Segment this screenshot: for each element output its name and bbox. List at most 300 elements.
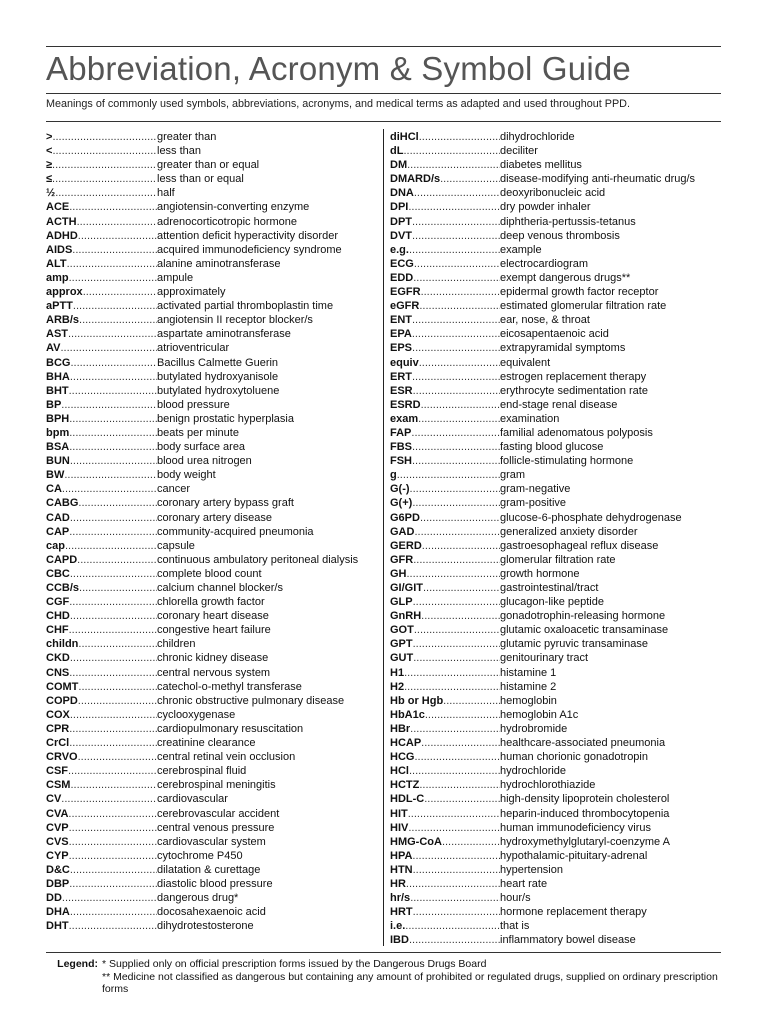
glossary-term: CRVO	[46, 751, 78, 764]
glossary-entry	[46, 835, 376, 849]
glossary-meaning: gastroesophageal reflux disease	[500, 539, 659, 552]
glossary-entry	[390, 186, 725, 200]
glossary-meaning: extrapyramidal symptoms	[500, 342, 626, 355]
dot-leader	[421, 609, 500, 623]
glossary-entry	[390, 356, 725, 370]
glossary-meaning: blood urea nitrogen	[157, 455, 252, 468]
glossary-term: FSH	[390, 455, 412, 468]
glossary-meaning: half	[157, 187, 175, 200]
dot-leader	[69, 666, 157, 680]
glossary-term: BCG	[46, 356, 71, 369]
glossary-entry	[390, 370, 725, 384]
dot-leader	[78, 496, 157, 510]
glossary-meaning: electrocardiogram	[500, 257, 589, 270]
page-subtitle: Meanings of commonly used symbols, abbreviations, acronyms, and medical terms as adapted and used throughout PPD.	[46, 98, 630, 110]
glossary-term: CAD	[46, 511, 70, 524]
dot-leader	[69, 736, 157, 750]
glossary-meaning: estimated glomerular filtration rate	[500, 300, 667, 313]
glossary-meaning: ear, nose, & throat	[500, 314, 590, 327]
legend-rule	[46, 952, 721, 953]
glossary-entry	[46, 454, 376, 468]
glossary-meaning: creatinine clearance	[157, 737, 256, 750]
glossary-meaning: deoxyribonucleic acid	[500, 187, 606, 200]
dot-leader	[78, 750, 157, 764]
glossary-term: HR	[390, 877, 406, 890]
glossary-term: HTN	[390, 863, 413, 876]
legend-label: Legend:	[57, 958, 98, 970]
dot-leader	[409, 764, 500, 778]
glossary-entry	[46, 285, 376, 299]
glossary-term: EGFR	[390, 286, 421, 299]
glossary-meaning: glutamic oxaloacetic transaminase	[500, 624, 669, 637]
glossary-term: CGF	[46, 596, 70, 609]
glossary-meaning: body weight	[157, 469, 216, 482]
glossary-term: HCG	[390, 751, 415, 764]
glossary-term: AV	[46, 342, 61, 355]
glossary-entry	[390, 933, 725, 947]
glossary-meaning: blood pressure	[157, 398, 230, 411]
glossary-meaning: cardiovascular system	[157, 835, 266, 848]
glossary-entry	[390, 468, 725, 482]
glossary-term: childn	[46, 638, 79, 651]
dot-leader	[69, 200, 157, 214]
glossary-entry	[46, 792, 376, 806]
glossary-term: DVT	[390, 229, 412, 242]
dot-leader	[407, 567, 501, 581]
glossary-entry	[390, 919, 725, 933]
glossary-entry	[390, 257, 725, 271]
dot-leader	[68, 807, 157, 821]
glossary-meaning: glucagon-like peptide	[500, 596, 604, 609]
glossary-term: AST	[46, 328, 68, 341]
dot-leader	[70, 609, 157, 623]
glossary-term: dL	[390, 145, 404, 158]
glossary-entry	[46, 567, 376, 581]
glossary-term: GPT	[390, 638, 413, 651]
glossary-entry	[46, 849, 376, 863]
glossary-entry	[390, 299, 725, 313]
glossary-term: ARB/s	[46, 314, 80, 327]
glossary-term: G(-)	[390, 483, 410, 496]
glossary-term: ADHD	[46, 229, 78, 242]
glossary-entry	[390, 200, 725, 214]
glossary-meaning: cerebrospinal meningitis	[157, 779, 276, 792]
glossary-term: ACE	[46, 201, 70, 214]
glossary-term: CSF	[46, 765, 68, 778]
glossary-meaning: catechol-o-methyl transferase	[157, 680, 302, 693]
glossary-term: CAPD	[46, 553, 78, 566]
glossary-term: diHCl	[390, 131, 419, 143]
glossary-entry	[46, 482, 376, 496]
dot-leader	[413, 637, 500, 651]
glossary-meaning: less than	[157, 145, 202, 158]
glossary-entry	[390, 553, 725, 567]
glossary-entry	[390, 271, 725, 285]
glossary-entry	[390, 595, 725, 609]
glossary-entry	[46, 271, 376, 285]
dot-leader	[70, 651, 157, 665]
glossary-entry	[46, 736, 376, 750]
glossary-entry	[46, 708, 376, 722]
glossary-entry	[390, 905, 725, 919]
glossary-term: approx	[46, 286, 83, 299]
glossary-entry	[390, 651, 725, 665]
dot-leader	[404, 666, 500, 680]
dot-leader	[69, 595, 157, 609]
glossary-term: exam	[390, 412, 419, 425]
glossary-meaning: body surface area	[157, 441, 246, 454]
glossary-meaning: cerebrospinal fluid	[157, 765, 247, 778]
glossary-term: G(+)	[390, 497, 413, 510]
dot-leader	[52, 144, 157, 158]
glossary-meaning: chronic kidney disease	[157, 652, 269, 665]
dot-leader	[412, 215, 500, 229]
glossary-entry	[46, 623, 376, 637]
glossary-entry	[390, 313, 725, 327]
glossary-entry	[390, 637, 725, 651]
dot-leader	[408, 807, 500, 821]
dot-leader	[418, 412, 500, 426]
dot-leader	[60, 341, 157, 355]
glossary-meaning: disease-modifying anti-rheumatic drug/s	[500, 173, 696, 186]
dot-leader	[61, 398, 157, 412]
glossary-term: CVA	[46, 807, 69, 820]
glossary-entry	[46, 229, 376, 243]
dot-leader	[70, 454, 157, 468]
glossary-meaning: Bacillus Calmette Guerin	[157, 356, 279, 369]
glossary-entry	[46, 595, 376, 609]
glossary-column-right	[390, 130, 725, 947]
dot-leader	[421, 736, 500, 750]
glossary-entry	[46, 637, 376, 651]
glossary-term: i.e.	[390, 920, 406, 933]
glossary-term: ESR	[390, 384, 413, 397]
glossary-entry	[390, 863, 725, 877]
glossary-term: >	[46, 131, 53, 143]
glossary-column-left	[46, 130, 376, 933]
glossary-meaning: human immunodeficiency virus	[500, 821, 652, 834]
dot-leader	[410, 482, 500, 496]
glossary-meaning: that is	[500, 920, 530, 933]
glossary-meaning: cancer	[157, 483, 191, 496]
glossary-entry	[46, 384, 376, 398]
glossary-entry	[46, 609, 376, 623]
dot-leader	[55, 186, 157, 200]
dot-leader	[422, 539, 500, 553]
dot-leader	[52, 158, 157, 172]
glossary-meaning: glomerular filtration rate	[500, 553, 616, 566]
glossary-term: CHD	[46, 610, 70, 623]
glossary-meaning: hypothalamic-pituitary-adrenal	[500, 849, 648, 862]
dot-leader	[397, 468, 500, 482]
glossary-entry	[46, 398, 376, 412]
glossary-entry	[46, 496, 376, 510]
glossary-entry	[390, 384, 725, 398]
glossary-term: HIV	[390, 821, 409, 834]
glossary-term: DHA	[46, 906, 70, 919]
glossary-term: CVS	[46, 835, 69, 848]
glossary-meaning: coronary heart disease	[157, 610, 269, 623]
glossary-term: ERT	[390, 370, 412, 383]
glossary-meaning: adrenocorticotropic hormone	[157, 215, 298, 228]
glossary-meaning: cytochrome P450	[157, 849, 243, 862]
dot-leader	[414, 257, 500, 271]
glossary-entry	[390, 158, 725, 172]
dot-leader	[414, 623, 500, 637]
glossary-meaning: butylated hydroxytoluene	[157, 384, 280, 397]
dot-leader	[62, 891, 157, 905]
glossary-entry	[390, 666, 725, 680]
glossary-meaning: dihydrochloride	[500, 131, 575, 143]
glossary-entry	[390, 496, 725, 510]
dot-leader	[423, 581, 500, 595]
dot-leader	[419, 356, 500, 370]
glossary-term: GH	[390, 567, 407, 580]
glossary-term: D&C	[46, 863, 70, 876]
glossary-meaning: human chorionic gonadotropin	[500, 751, 648, 764]
glossary-meaning: diabetes mellitus	[500, 159, 582, 172]
top-rule	[46, 46, 721, 47]
glossary-meaning: glutamic pyruvic transaminase	[500, 638, 648, 651]
glossary-entry	[46, 370, 376, 384]
dot-leader	[410, 891, 500, 905]
glossary-entry	[390, 609, 725, 623]
glossary-entry	[390, 398, 725, 412]
glossary-term: DMARD/s	[390, 173, 441, 186]
glossary-meaning: glucose-6-phosphate dehydrogenase	[500, 511, 682, 524]
dot-leader	[413, 595, 500, 609]
legend-note-double-asterisk: ** Medicine not classified as dangerous but containing any amount of prohibited or regulated drugs, supplied on ordinary prescription forms	[102, 970, 718, 995]
glossary-meaning: approximately	[157, 286, 226, 299]
glossary-entry	[390, 708, 725, 722]
glossary-entry	[46, 905, 376, 919]
glossary-meaning: calcium channel blocker/s	[157, 582, 283, 594]
dot-leader	[403, 144, 500, 158]
dot-leader	[69, 835, 157, 849]
glossary-term: HIT	[390, 807, 408, 820]
glossary-meaning: complete blood count	[157, 567, 262, 580]
dot-leader	[409, 243, 500, 257]
dot-leader	[69, 440, 157, 454]
dot-leader	[78, 694, 157, 708]
glossary-entry	[390, 680, 725, 694]
glossary-term: GnRH	[390, 610, 422, 623]
glossary-meaning: cyclooxygenase	[157, 708, 236, 721]
glossary-term: COMT	[46, 680, 79, 693]
glossary-entry	[390, 792, 725, 806]
glossary-entry	[390, 130, 725, 144]
glossary-meaning: examination	[500, 412, 560, 425]
glossary-term: FAP	[390, 426, 412, 439]
glossary-entry	[390, 341, 725, 355]
glossary-meaning: cardiopulmonary resuscitation	[157, 722, 304, 735]
glossary-meaning: example	[500, 243, 542, 256]
glossary-meaning: inflammatory bowel disease	[500, 934, 636, 947]
dot-leader	[69, 384, 157, 398]
glossary-term: H2	[390, 680, 405, 693]
glossary-entry	[46, 172, 376, 186]
glossary-entry	[390, 525, 725, 539]
glossary-entry	[390, 736, 725, 750]
glossary-meaning: attention deficit hyperactivity disorder	[157, 229, 338, 242]
legend-note-single-asterisk: * Supplied only on official prescription forms issued by the Dangerous Drugs Board	[102, 958, 487, 970]
column-divider	[383, 129, 384, 946]
dot-leader	[419, 130, 500, 144]
glossary-entry	[46, 553, 376, 567]
glossary-meaning: equivalent	[500, 356, 551, 369]
glossary-term: cap	[46, 539, 65, 552]
glossary-term: CKD	[46, 652, 70, 665]
glossary-meaning: eicosapentaenoic acid	[500, 328, 609, 341]
glossary-meaning: children	[157, 638, 196, 651]
dot-leader	[70, 567, 157, 581]
glossary-meaning: hemoglobin A1c	[500, 708, 579, 721]
glossary-meaning: acquired immunodeficiency syndrome	[157, 243, 342, 256]
glossary-meaning: genitourinary tract	[500, 652, 589, 665]
dot-leader	[412, 370, 500, 384]
dot-leader	[64, 468, 157, 482]
dot-leader	[83, 285, 157, 299]
glossary-meaning: chlorella growth factor	[157, 596, 265, 609]
glossary-term: FBS	[390, 441, 412, 454]
dot-leader	[413, 384, 500, 398]
dot-leader	[69, 412, 157, 426]
dot-leader	[413, 651, 500, 665]
glossary-meaning: cerebrovascular accident	[157, 807, 280, 820]
dot-leader	[413, 271, 500, 285]
dot-leader	[404, 680, 500, 694]
glossary-entry	[390, 243, 725, 257]
glossary-meaning: central venous pressure	[157, 821, 275, 834]
dot-leader	[407, 158, 500, 172]
glossary-meaning: familial adenomatous polyposis	[500, 426, 653, 439]
glossary-meaning: exempt dangerous drugs**	[500, 271, 631, 284]
glossary-entry	[46, 468, 376, 482]
dot-leader	[408, 821, 500, 835]
glossary-meaning: community-acquired pneumonia	[157, 525, 314, 538]
glossary-meaning: hemoglobin	[500, 694, 557, 707]
dot-leader	[424, 792, 500, 806]
glossary-entry	[46, 412, 376, 426]
glossary-entry	[46, 750, 376, 764]
glossary-term: ½	[46, 187, 56, 200]
glossary-meaning: gram-positive	[500, 497, 567, 510]
glossary-meaning: ampule	[157, 271, 194, 284]
glossary-entry	[46, 778, 376, 792]
glossary-term: g	[390, 469, 397, 482]
glossary-meaning: activated partial thromboplastin time	[157, 300, 334, 313]
glossary-term: HPA	[390, 849, 413, 862]
dot-leader	[420, 511, 500, 525]
glossary-entry	[390, 511, 725, 525]
glossary-term: HCAP	[390, 737, 422, 750]
dot-leader	[79, 581, 157, 595]
dot-leader	[413, 553, 500, 567]
glossary-entry	[390, 327, 725, 341]
glossary-meaning: hour/s	[500, 892, 531, 905]
dot-leader	[70, 708, 157, 722]
dot-leader	[78, 680, 157, 694]
glossary-term: GFR	[390, 553, 414, 566]
dot-leader	[79, 313, 157, 327]
dot-leader	[412, 229, 500, 243]
glossary-term: Hb or Hgb	[390, 694, 444, 707]
glossary-entry	[46, 215, 376, 229]
glossary-meaning: diastolic blood pressure	[157, 877, 273, 890]
glossary-term: G6PD	[390, 511, 420, 524]
glossary-term: ECG	[390, 257, 414, 270]
glossary-meaning: central nervous system	[157, 666, 271, 679]
glossary-meaning: erythrocyte sedimentation rate	[500, 384, 648, 397]
glossary-entry	[390, 764, 725, 778]
glossary-meaning: diphtheria-pertussis-tetanus	[500, 215, 636, 228]
glossary-term: BW	[46, 469, 65, 482]
glossary-meaning: heart rate	[500, 877, 548, 890]
glossary-meaning: coronary artery disease	[157, 511, 272, 524]
glossary-meaning: aspartate aminotransferase	[157, 328, 291, 341]
glossary-term: DBP	[46, 877, 70, 890]
glossary-term: CABG	[46, 497, 79, 510]
legend	[46, 958, 736, 996]
glossary-term: e.g.	[390, 243, 409, 256]
glossary-term: COX	[46, 708, 70, 721]
dot-leader	[70, 511, 157, 525]
dot-leader	[443, 694, 500, 708]
glossary-entry	[390, 229, 725, 243]
glossary-term: CCB/s	[46, 582, 80, 594]
glossary-term: DHT	[46, 920, 69, 933]
glossary-entry	[390, 285, 725, 299]
glossary-entry	[46, 581, 376, 595]
dot-leader	[70, 905, 157, 919]
glossary-term: GI/GIT	[390, 582, 423, 594]
glossary-entry	[46, 257, 376, 271]
glossary-entry	[390, 440, 725, 454]
glossary-term: HMG-CoA	[390, 835, 442, 848]
dot-leader	[69, 623, 157, 637]
glossary-term: GLP	[390, 596, 413, 609]
dot-leader	[413, 905, 500, 919]
dot-leader	[412, 327, 500, 341]
dot-leader	[410, 722, 500, 736]
glossary-term: BPH	[46, 412, 70, 425]
glossary-term: CHF	[46, 624, 69, 637]
glossary-entry	[46, 313, 376, 327]
glossary-meaning: coronary artery bypass graft	[157, 497, 294, 510]
glossary-meaning: butylated hydroxyanisole	[157, 370, 279, 383]
glossary-meaning: gastrointestinal/tract	[500, 582, 599, 594]
glossary-meaning: gram	[500, 469, 526, 482]
glossary-entry	[390, 539, 725, 553]
glossary-entry	[46, 243, 376, 257]
glossary-meaning: atrioventricular	[157, 342, 230, 355]
glossary-meaning: gonadotrophin-releasing hormone	[500, 610, 666, 623]
dot-leader	[70, 370, 157, 384]
glossary-entry	[390, 694, 725, 708]
dot-leader	[69, 426, 157, 440]
dot-leader	[61, 792, 157, 806]
dot-leader	[414, 750, 500, 764]
glossary-term: COPD	[46, 694, 78, 707]
glossary-term: HBr	[390, 722, 411, 735]
glossary-meaning: deciliter	[500, 145, 538, 158]
dot-leader	[412, 313, 500, 327]
glossary-term: HDL-C	[390, 793, 425, 806]
glossary-entry	[390, 849, 725, 863]
glossary-meaning: docosahexaenoic acid	[157, 906, 266, 919]
glossary-entry	[390, 877, 725, 891]
glossary-term: GAD	[390, 525, 415, 538]
